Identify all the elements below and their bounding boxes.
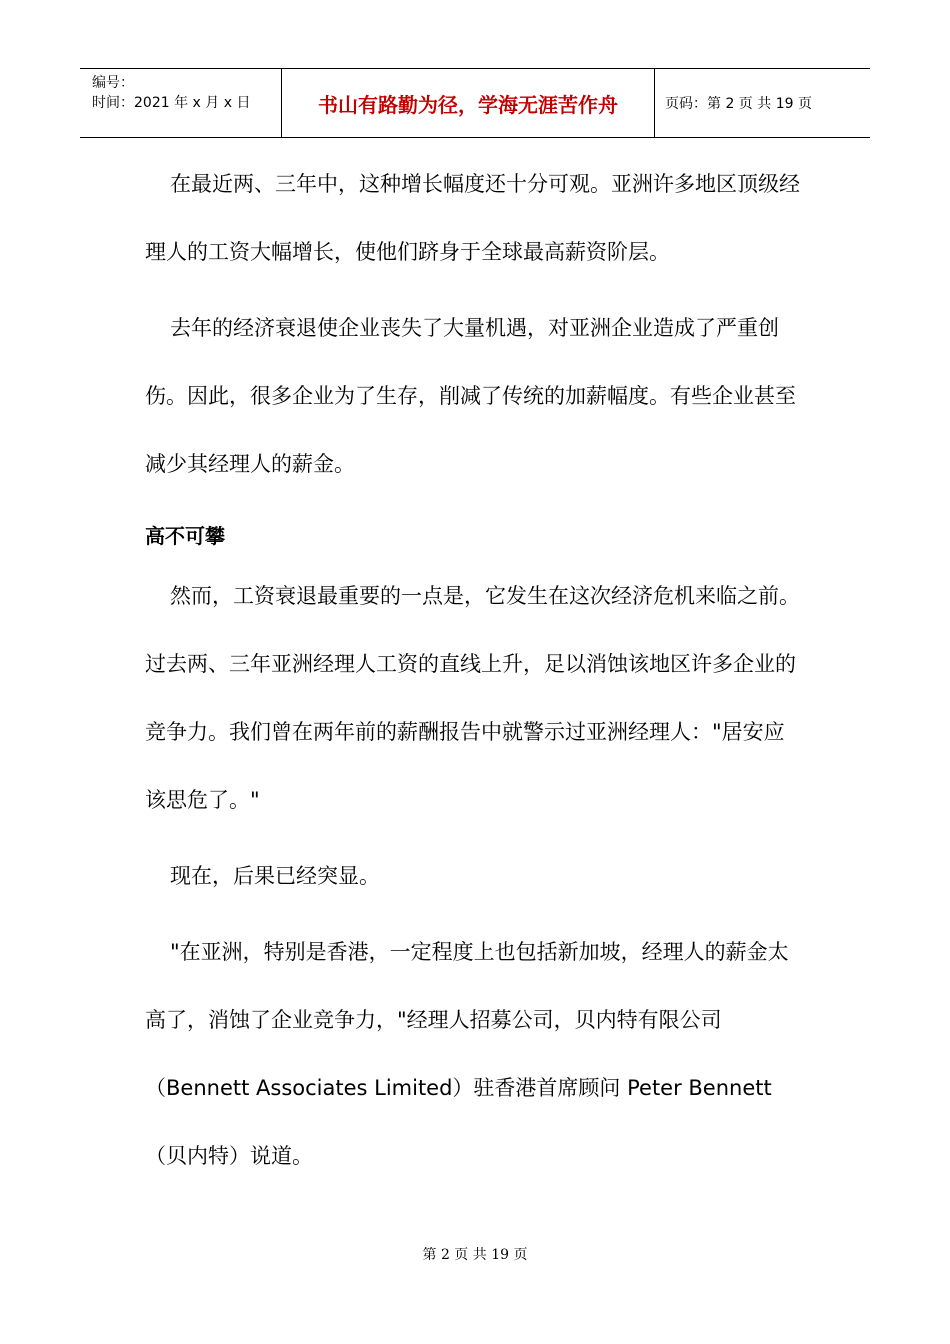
date-label: 时间：2021 年 x 月 x 日	[92, 95, 251, 111]
header-motto: 书山有路勤为径，学海无涯苦作舟	[281, 69, 655, 137]
serial-number-label: 编号：	[92, 75, 134, 91]
paragraph: 去年的经济衰退使企业丧失了大量机遇，对亚洲企业造成了严重创伤。因此，很多企业为了生存，削减了传统的加薪幅度。有些企业甚至减少其经理人的薪金。	[145, 316, 796, 476]
paragraph: 然而，工资衰退最重要的一点是，它发生在这次经济危机来临之前。过去两、三年亚洲经理人工资的直线上升，足以消蚀该地区许多企业的竞争力。我们曾在两年前的薪酬报告中就警示过亚洲经理人："居安应该思危了。"	[145, 584, 800, 812]
paragraph: "在亚洲，特别是香港，一定程度上也包括新加坡，经理人的薪金太高了，消蚀了企业竞争力，"经理人招募公司，贝内特有限公司（Bennett Associates Limited）驻香港首席顾问 Peter Bennett（贝内特）说道。	[145, 940, 789, 1168]
paragraph: 现在，后果已经突显。	[170, 864, 380, 888]
page-header	[80, 68, 870, 138]
page-footer: 第 2 页 共 19 页	[422, 1247, 528, 1263]
header-page-info: 页码：第 2 页 共 19 页	[665, 96, 812, 112]
paragraph: 在最近两、三年中，这种增长幅度还十分可观。亚洲许多地区顶级经理人的工资大幅增长，使他们跻身于全球最高薪资阶层。	[145, 172, 800, 264]
document-body	[145, 150, 805, 1198]
header-meta	[80, 69, 281, 137]
section-heading: 高不可攀	[145, 524, 225, 548]
